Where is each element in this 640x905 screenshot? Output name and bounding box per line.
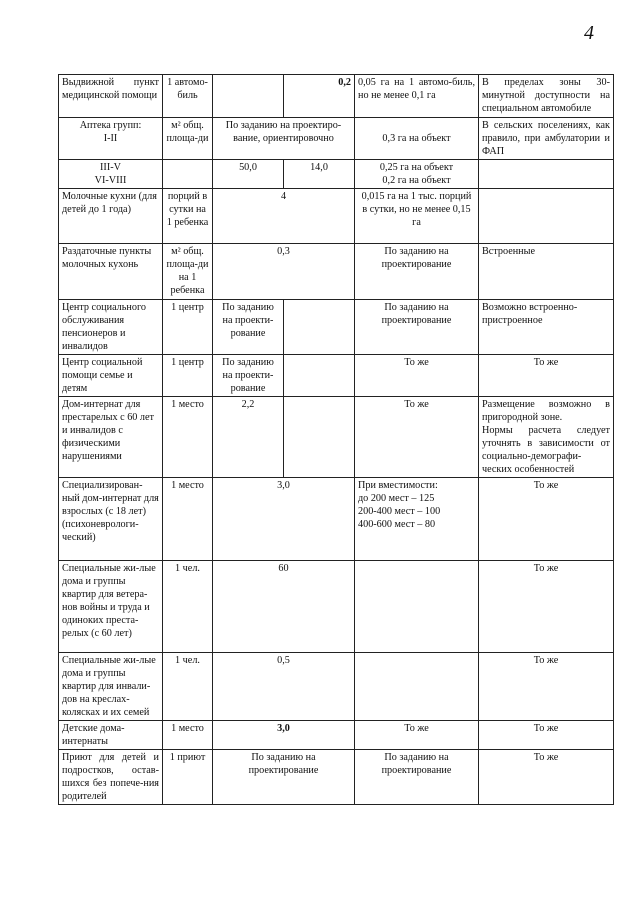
table-row <box>59 561 614 653</box>
value-cell <box>213 75 284 118</box>
note-cell: В сельских поселениях, как правило, при амбулатории и ФАП <box>479 118 614 160</box>
value-cell: По заданию на проекти-рование <box>213 300 284 355</box>
value-cell: 50,0 <box>213 160 284 189</box>
note-cell: То же <box>479 721 614 750</box>
unit-cell: 1 центр <box>163 300 213 355</box>
norms-table <box>58 74 614 805</box>
table-row <box>59 244 614 300</box>
table-row <box>59 355 614 397</box>
value-cell: 0,5 <box>213 653 355 721</box>
facility-name: Аптека групп: I-II <box>59 118 163 160</box>
value-cell: 3,0 <box>213 478 355 561</box>
land-cell: 0,3 га на объект <box>355 118 479 160</box>
value-cell: По заданию на проекти-рование <box>213 355 284 397</box>
page-number: 4 <box>584 22 594 44</box>
note-cell <box>479 189 614 244</box>
land-cell: По заданию на проектирование <box>355 244 479 300</box>
note-cell: То же <box>479 750 614 805</box>
facility-name: Специальные жи-лые дома и группы квартир для инвали-дов на креслах-колясках и их семей <box>59 653 163 721</box>
unit-cell: 1 место <box>163 397 213 478</box>
value-cell: 2,2 <box>213 397 284 478</box>
value-cell <box>284 300 355 355</box>
unit-cell: 1 место <box>163 721 213 750</box>
table-row <box>59 75 614 118</box>
value-cell: 0,2 <box>284 75 355 118</box>
unit-cell: порций в сутки на 1 ребенка <box>163 189 213 244</box>
unit-cell: 1 чел. <box>163 653 213 721</box>
land-cell <box>355 653 479 721</box>
value-cell: По заданию на проектирование <box>213 750 355 805</box>
facility-name: Выдвижной пункт медицинской помощи <box>59 75 163 118</box>
value-cell: 60 <box>213 561 355 653</box>
unit-cell: 1 автомо-биль <box>163 75 213 118</box>
note-cell: Встроенные <box>479 244 614 300</box>
table-row <box>59 750 614 805</box>
land-cell: По заданию на проектирование <box>355 300 479 355</box>
unit-cell: 1 место <box>163 478 213 561</box>
land-cell: То же <box>355 721 479 750</box>
land-cell <box>355 561 479 653</box>
land-cell: 0,25 га на объект 0,2 га на объект <box>355 160 479 189</box>
value-cell: По заданию на проектиро-вание, ориентировочно <box>213 118 355 160</box>
table-row <box>59 118 614 160</box>
table-row <box>59 189 614 244</box>
table-row <box>59 300 614 355</box>
land-cell: 0,015 га на 1 тыс. порций в сутки, но не менее 0,15 га <box>355 189 479 244</box>
unit-cell: 1 чел. <box>163 561 213 653</box>
value-cell: 14,0 <box>284 160 355 189</box>
facility-name: Дом-интернат для престарелых с 60 лет и инвалидов с физическими нарушениями <box>59 397 163 478</box>
value-cell <box>284 355 355 397</box>
note-cell: То же <box>479 653 614 721</box>
table-row <box>59 721 614 750</box>
note-cell: То же <box>479 355 614 397</box>
value-cell <box>284 397 355 478</box>
land-cell: При вместимости: до 200 мест – 125 200-400 мест – 100 400-600 мест – 80 <box>355 478 479 561</box>
value-cell: 4 <box>213 189 355 244</box>
land-cell: По заданию на проектирование <box>355 750 479 805</box>
unit-cell: 1 центр <box>163 355 213 397</box>
unit-cell: м² общ. площа-ди на 1 ребенка <box>163 244 213 300</box>
unit-cell: м² общ. площа-ди <box>163 118 213 160</box>
note-cell: В пределах зоны 30-минутной доступности на специальном автомобиле <box>479 75 614 118</box>
facility-name: III-V VI-VIII <box>59 160 163 189</box>
facility-name: Молочные кухни (для детей до 1 года) <box>59 189 163 244</box>
table-row <box>59 397 614 478</box>
facility-name: Детские дома-интернаты <box>59 721 163 750</box>
land-cell: То же <box>355 355 479 397</box>
facility-name: Центр социальной помощи семье и детям <box>59 355 163 397</box>
table-row <box>59 478 614 561</box>
land-cell: 0,05 га на 1 автомо-биль, но не менее 0,1 га <box>355 75 479 118</box>
value-cell: 0,3 <box>213 244 355 300</box>
facility-name: Раздаточные пункты молочных кухонь <box>59 244 163 300</box>
note-cell: То же <box>479 561 614 653</box>
facility-name: Приют для детей и подростков, остав-шихся без попече-ния родителей <box>59 750 163 805</box>
table-row <box>59 653 614 721</box>
facility-name: Центр социального обслуживания пенсионеров и инвалидов <box>59 300 163 355</box>
facility-name: Специализирован-ный дом-интернат для взрослых (с 18 лет) (психоневрологи-ческий) <box>59 478 163 561</box>
note-cell: Размещение возможно в пригородной зоне. Нормы расчета следует уточнять в зависимости от социально-демографи-ческих особенностей <box>479 397 614 478</box>
note-cell: То же <box>479 478 614 561</box>
note-cell: Возможно встроенно-пристроенное <box>479 300 614 355</box>
unit-cell: 1 приют <box>163 750 213 805</box>
value-cell: 3,0 <box>213 721 355 750</box>
table-row <box>59 160 614 189</box>
unit-cell <box>163 160 213 189</box>
land-cell: То же <box>355 397 479 478</box>
facility-name: Специальные жи-лые дома и группы квартир для ветера-нов войны и труда и одиноких преста-релых (с 60 лет) <box>59 561 163 653</box>
note-cell <box>479 160 614 189</box>
